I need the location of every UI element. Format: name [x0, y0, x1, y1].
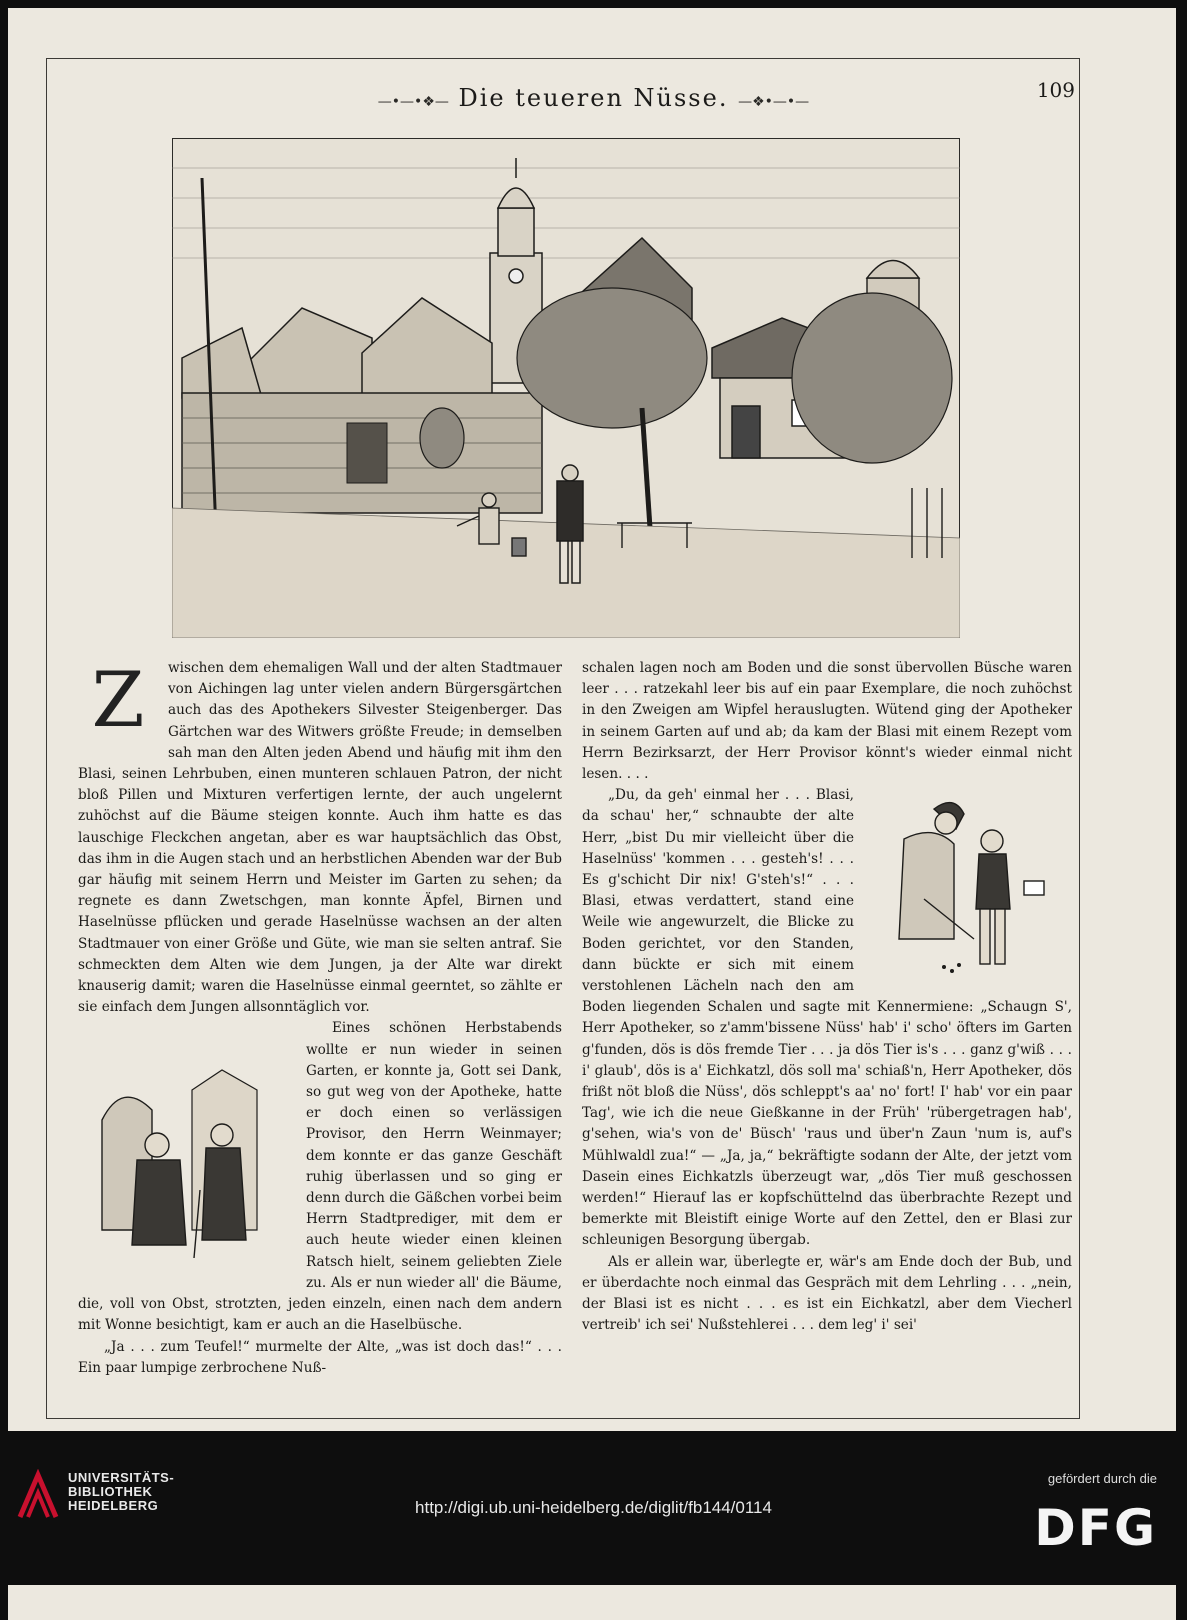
- page-header: [0, 84, 1187, 112]
- garden-illustration: [172, 138, 960, 638]
- left-column: [78, 655, 562, 1379]
- dropcap-initial: Z: [91, 655, 145, 744]
- paragraph: schalen lagen noch am Boden und die sonst übervollen Büsche waren leer . . . ratzekahl leer bis auf ein paar Exemplare, die noch zuhöchst in den Zweigen am Wipfel herauslugten. Wütend ging der Apotheker in seinem Garten auf und ab; da kam der Blasi mit einem Rezept vom Herrn Bezirksarzt, der Herr Provisor könnt's wieder einmal nicht lesen. . . .: [582, 660, 1072, 783]
- article-title: Die teueren Nüsse.: [458, 84, 729, 112]
- funded-by-label: gefördert durch die: [1047, 1471, 1157, 1486]
- header-ornament-left: —•—•❖—: [377, 94, 449, 110]
- paragraph-text: „Du, da geh' einmal her . . . Blasi, da schau' her,“ schnaubte der alte Herr, „bist Du mir vielleicht über die Haselnüss' 'kommen . . . gesteh's! . . . Es g'schicht Dir nix! G'steh's!“ . . . Blasi, etwas verdattert, stand eine Weile wie angewurzelt, die Blicke zu Boden gerichtet, vor den Standen, dann bückte er sich mit einem verstohlenen Lächeln nach den am Boden liegenden Schalen und sagte mit Kennermiene: „Schaugn S', Herr Apotheker, so z'amm'bissene Nüss' hab' i' scho' öfters im Garten g'funden, dös is dös fremde Tier . . . ja dös Tier is's . . . ganz g'wiß . . . i' glaub', dös is a' Eichkatzl, dös soll ma' schiaß'n, Herr Apotheker, dös frißt nöt bloß die Nüss', dös schleppt's aa' no' fort! I' hab' vor ein paar Tag', wie ich die neue Gießkanne in der Früh' 'rübergetragen hab', g'sehen, wia's von de' Büsch' 'raus und über'n Zaun 'num is, auf's Mühlwaldl zua!“ — „Ja, ja,“ bekräftigte sodann der Alte, der jetzt vom Dasein eines Eichkatzls überzeugt war, „dös Tier muß geschossen werden!“ Hierauf las er kopfschüttelnd das überbrachte Rezept und bemerkte mit Bleistift einige Worte auf den Zettel, den er Blasi zur schleunigen Besorgung übergab.: [582, 787, 1072, 1249]
- two-men-vignette: [82, 1030, 292, 1280]
- footer-bar: [0, 1431, 1187, 1585]
- library-name[interactable]: UNIVERSITÄTS- BIBLIOTHEK HEIDELBERG: [68, 1470, 175, 1513]
- lead-paragraph: wischen dem ehemaligen Wall und der alten Stadtmauer von Aichingen lag unter vielen andern Bürgersgärtchen auch das des Apothekers Silvester Steigenberger. Das Gärtchen war des Witwers größte Freude; in demselben sah man den Alten jeden Abend und häufig mit ihm den Blasi, seinen Lehrbuben, einen munteren schlauen Patron, der nicht bloß Pillen und Mixturen verfertigen lernte, der auch ungelernt zuhöchst auf die Bäume steigen konnte. Auch ihm hatte es das lauschige Fleckchen angetan, aber es war hauptsächlich das Obst, das ihm in die Augen stach und an herbstlichen Abenden war der Bub gar häufig mit seinem Herrn und Meister im Garten zu sehen; da regnete es dann Zwetschgen, man konnte Äpfel, Birnen und Haselnüsse pflücken und gerade Haselnüsse wachsen an der alten Stadtmauer von einer Größe und Güte, wie man sie selten antraf. Sie schmeckten dem Alten wie dem Jungen, ja der Alte war direkt knauserig damit; waren die Haselnüsse einmal geerntet, so zählte er sie einfach dem Jungen allsonntäglich vor.: [78, 660, 562, 1016]
- paragraph: [78, 1018, 562, 1336]
- permalink-url[interactable]: http://digi.ub.uni-heidelberg.de/diglit/fb144/0114: [415, 1498, 772, 1517]
- paragraph: [582, 785, 1072, 1251]
- dfg-logo[interactable]: DFG: [1034, 1499, 1157, 1557]
- paragraph: „Ja . . . zum Teufel!“ murmelte der Alte, „was ist doch das!“ . . . Ein paar lumpige zerbrochene Nuß-: [78, 1338, 562, 1376]
- paragraph: Als er allein war, überlegte er, wär's am Ende doch der Bub, und er überdachte noch einmal das Gespräch mit dem Lehrling . . . „nein, der Blasi ist es nicht . . . es ist ein Eichkatzl, aber dem Viecherl vertreib' ich sei' Nußstehlerei . . . dem leg' i' sei': [582, 1253, 1072, 1334]
- paragraph-text: Eines schönen Herbstabends wollte er nun wieder in seinen Garten, er konnte ja, Gott sei Dank, so gut weg von der Apotheke, hatte er doch einen so verlässigen Provisor, den Herrn Weinmayer; dem konnte er das ganze Geschäft ruhig überlassen und so ging er denn durch die Gäßchen vorbei beim Herrn Stadtprediger, mit dem er auch heute wieder einen kleinen Ratsch hielt, seinem geliebten Ziele zu. Als er nun wieder all' die Bäume, die, voll von Obst, strotzten, jeden einzeln, einen nach dem andern mit Wonne besichtigt, kam er auch an die Haselbüsche.: [78, 1020, 562, 1334]
- header-ornament-right: —❖•—•—: [738, 94, 810, 110]
- page-number: 109: [1036, 78, 1075, 102]
- apothecary-and-boy-vignette: [864, 789, 1072, 989]
- right-column: [582, 658, 1072, 1337]
